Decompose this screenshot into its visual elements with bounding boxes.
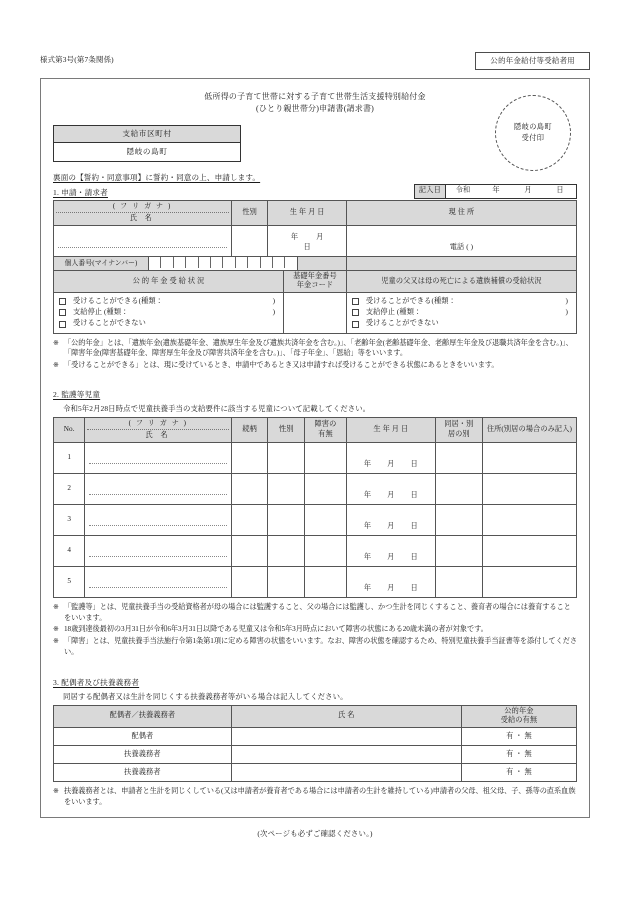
pension-option-left-3-label: 受けることができない [73, 319, 146, 328]
spouse-pension-choice[interactable]: 有 ・ 無 [461, 763, 576, 781]
recipient-type-box: 公的年金給付等受給者用 [475, 52, 590, 70]
child-disability-input[interactable] [305, 504, 347, 535]
child-row-no: 5 [54, 566, 85, 597]
children-relation-header: 続柄 [231, 417, 268, 442]
pension-option-left-1[interactable] [59, 296, 281, 307]
section2-note-2 [53, 624, 577, 635]
child-birthdate-input[interactable] [346, 535, 435, 566]
child-birthdate-input[interactable] [346, 504, 435, 535]
pension-options-row[interactable] [54, 293, 577, 333]
section3-note-1 [53, 786, 577, 808]
section3-instruction: 同居する配偶者又は生計を同じくする扶養義務者等がいる場合は記入してください。 [63, 691, 348, 701]
child-disability-input[interactable] [305, 566, 347, 597]
name-label: 氏 名 [129, 213, 155, 222]
birth-month-label: 月 [316, 233, 324, 242]
basic-pension-number-input[interactable] [284, 293, 347, 333]
checkbox-icon[interactable] [352, 321, 359, 328]
seal-line-1: 隠岐の島町 [514, 123, 552, 132]
entry-date-month[interactable]: 月 [524, 186, 532, 195]
pension-option-right-1-paren: ) [565, 297, 568, 306]
mynumber-digit-boxes[interactable] [149, 257, 297, 268]
note-mark: ※ [53, 602, 59, 611]
table-row[interactable] [54, 504, 577, 535]
child-birthdate-input[interactable] [346, 566, 435, 597]
furigana-label: ( フ リ ガ ナ ) [56, 202, 229, 213]
telephone-label: 電話 ( ) [449, 242, 474, 251]
children-address-header: 住所(別居の場合のみ記入) [482, 417, 576, 442]
child-address-input[interactable] [482, 535, 576, 566]
children-cohabitation-line-2: 居の別 [447, 429, 470, 438]
mynumber-cell[interactable] [54, 256, 347, 270]
entry-date-day[interactable]: 日 [556, 186, 564, 195]
spouse-dependents-table [53, 705, 577, 782]
children-cohabitation-line-1: 同居・別 [444, 420, 474, 429]
basic-pension-number-line-1: 基礎年金番号 [293, 271, 337, 280]
child-year-label: 年 [363, 522, 372, 531]
spouse-name-header: 氏 名 [231, 705, 461, 727]
child-day-label: 日 [410, 491, 418, 500]
note-mark: ※ [53, 786, 59, 795]
pension-option-right-3-label: 受けることができない [365, 319, 439, 328]
note-text: 「公的年金」とは、「遺族年金(遺族基礎年金、遺族厚生年金及び遺族共済年金を含む。)」、「老齢年金(老齢基礎年金、老齢厚生年金及び退職共済年金を含む。)」、「障害年金(障害基礎年金、障害厚生年金及び障害共済年金を含む。)」、「母子年金」、「恩給」等をいいます。 [64, 338, 573, 358]
children-no-header: No. [54, 417, 85, 442]
spouse-pension-choice[interactable]: 有 ・ 無 [461, 745, 576, 763]
spouse-name-input[interactable] [231, 763, 461, 781]
child-month-label: 月 [387, 522, 395, 531]
section2-heading: 2. 監護等児童 [53, 389, 101, 399]
pension-status-table [53, 270, 577, 334]
children-gender-header: 性別 [268, 417, 305, 442]
spouse-pension-line-1: 公的年金 [504, 706, 534, 715]
spouse-header-row [54, 705, 577, 727]
address-header: 現 住 所 [346, 200, 576, 225]
form-frame [40, 78, 590, 818]
children-header-row [54, 417, 577, 442]
table-row[interactable] [54, 442, 577, 473]
page-header [40, 52, 590, 74]
children-table [53, 417, 577, 598]
pension-option-left-2-label: 支給停止 (種類： [73, 308, 129, 317]
children-disability-line-1: 障害の [314, 420, 337, 429]
child-disability-input[interactable] [305, 473, 347, 504]
child-row-no: 3 [54, 504, 85, 535]
pension-option-left-3[interactable] [59, 318, 281, 329]
children-cohabitation-header [435, 417, 482, 442]
gender-header: 性別 [231, 200, 268, 225]
child-cohabitation-input[interactable] [435, 473, 482, 504]
spouse-category-cell: 扶養義務者 [54, 745, 232, 763]
pension-option-left-2[interactable] [59, 307, 281, 318]
section1-note-2 [53, 360, 577, 371]
child-disability-input[interactable] [305, 442, 347, 473]
birth-year-label: 年 [290, 233, 299, 242]
note-mark: ※ [53, 338, 59, 347]
pension-header-row [54, 270, 577, 292]
birth-day-label: 日 [303, 242, 311, 251]
section1-heading: 1. 申請・請求者 [53, 188, 108, 198]
pension-option-right-3[interactable] [352, 318, 574, 329]
child-cohabitation-input[interactable] [435, 566, 482, 597]
section3-heading: 3. 配偶者及び扶養義務者 [53, 677, 140, 687]
child-relation-input[interactable] [231, 473, 268, 504]
child-month-label: 月 [387, 584, 395, 593]
note-text: 「受けることができる」とは、現に受けているとき、申請中であるとき又は申請すれば受けることができる状態にあるときをいいます。 [64, 361, 499, 370]
note-mark: ※ [53, 637, 59, 646]
section3-notes [53, 786, 577, 808]
pledge-statement: 裏面の【誓約・同意事項】に誓約・同意の上、申請します。 [53, 173, 261, 183]
child-cohabitation-input[interactable] [435, 535, 482, 566]
section2-note-1 [53, 602, 577, 624]
public-pension-options[interactable] [54, 293, 284, 333]
reception-seal-circle [495, 95, 571, 171]
pension-option-right-1[interactable] [352, 296, 574, 307]
child-day-label: 日 [410, 553, 418, 562]
child-year-label: 年 [363, 553, 372, 562]
applicant-header-row [54, 200, 577, 225]
spouse-name-input[interactable] [231, 745, 461, 763]
section1-bar [53, 184, 577, 199]
child-relation-input[interactable] [231, 566, 268, 597]
municipality-block [53, 125, 241, 163]
pension-option-right-2-paren: ) [565, 308, 568, 317]
document-title [53, 91, 577, 116]
checkbox-icon[interactable] [352, 298, 359, 305]
child-birthdate-input[interactable] [346, 473, 435, 504]
child-day-label: 日 [410, 584, 418, 593]
pension-option-right-2-label: 支給停止 (種類： [365, 308, 422, 317]
child-year-label: 年 [363, 491, 372, 500]
child-name-input[interactable] [85, 535, 231, 566]
note-mark: ※ [53, 361, 59, 370]
child-gender-input[interactable] [268, 442, 305, 473]
spouse-category-cell: 扶養義務者 [54, 763, 232, 781]
children-name-header [85, 417, 231, 442]
children-name-label: 氏 名 [145, 431, 171, 440]
pension-option-right-2[interactable] [352, 307, 574, 318]
pension-option-left-1-label: 受けることができる(種類： [73, 297, 163, 306]
municipality-label: 支給市区町村 [54, 126, 240, 143]
child-name-input[interactable] [85, 473, 231, 504]
child-name-input[interactable] [85, 566, 231, 597]
checkbox-icon[interactable] [59, 309, 66, 316]
table-row[interactable] [54, 745, 577, 763]
note-text: 扶養義務者とは、申請者と生計を同じくしている(又は申請者が養育者である場合には申請者の生計を維持している)申請者の父母、祖父母、子、孫等の直系血族をいいます。 [64, 786, 576, 806]
table-row[interactable] [54, 727, 577, 745]
applicant-name-input[interactable] [54, 225, 232, 256]
section1-note-1 [53, 338, 577, 360]
document-title-line-1: 低所得の子育て世帯に対する子育て世帯生活支援特別給付金 [204, 92, 426, 101]
table-row[interactable] [54, 473, 577, 504]
entry-date-era: 令和 [455, 186, 471, 195]
birthdate-header: 生 年 月 日 [268, 200, 346, 225]
child-year-label: 年 [363, 584, 372, 593]
applicant-address-input[interactable] [346, 225, 576, 256]
child-name-input[interactable] [85, 504, 231, 535]
mynumber-spacer [346, 256, 576, 270]
form-number: 様式第3号(第7条関係) [40, 55, 114, 64]
child-address-input[interactable] [482, 473, 576, 504]
next-page-note: (次ページも必ずご確認ください。) [257, 829, 373, 838]
applicant-table [53, 200, 577, 271]
checkbox-icon[interactable] [59, 298, 66, 305]
note-mark: ※ [53, 625, 59, 634]
checkbox-icon[interactable] [59, 321, 66, 328]
applicant-birthdate-input[interactable] [268, 225, 346, 256]
child-relation-input[interactable] [231, 535, 268, 566]
applicant-name-header [54, 200, 232, 225]
mynumber-label: 個人番号(マイナンバー) [54, 257, 149, 270]
pension-option-left-2-paren: ) [272, 308, 276, 317]
child-month-label: 月 [387, 491, 395, 500]
municipality-value: 隠岐の島町 [126, 147, 168, 157]
child-gender-input[interactable] [268, 473, 305, 504]
child-address-input[interactable] [482, 442, 576, 473]
child-address-input[interactable] [482, 566, 576, 597]
spouse-category-cell: 配偶者 [54, 727, 232, 745]
section1-notes [53, 338, 577, 371]
basic-pension-number-header [284, 270, 347, 292]
child-relation-input[interactable] [231, 442, 268, 473]
pension-option-right-1-label: 受けることができる(種類： [365, 297, 456, 306]
child-disability-input[interactable] [305, 535, 347, 566]
applicant-gender-input[interactable] [231, 225, 268, 256]
section2-notes [53, 602, 577, 658]
child-gender-input[interactable] [268, 504, 305, 535]
entry-date-year[interactable]: 年 [492, 186, 500, 195]
note-text: 18歳到達後最初の3月31日が令和6年3月31日以降である児童又は令和5年3月時点において障害の状態にある20歳未満の者が対象です。 [64, 625, 488, 634]
child-gender-input[interactable] [268, 566, 305, 597]
table-row[interactable] [54, 763, 577, 781]
document-title-line-2: (ひとり親世帯分)申請書(請求書) [255, 104, 375, 114]
child-day-label: 日 [410, 460, 418, 469]
table-row[interactable] [54, 566, 577, 597]
public-pension-status-header: 公 的 年 金 受 給 状 況 [54, 270, 284, 292]
note-text: 「障害」とは、児童扶養手当法施行令第1条第1項に定める障害の状態をいいます。なお、障害の状態を確認するため、特別児童扶養手当証書等を添付してください。 [64, 637, 577, 657]
spouse-pension-line-2: 受給の有無 [500, 716, 538, 725]
children-birthdate-header: 生 年 月 日 [346, 417, 435, 442]
checkbox-icon[interactable] [352, 309, 359, 316]
children-furigana-label: ( フ リ ガ ナ ) [87, 419, 228, 430]
child-row-no: 1 [54, 442, 85, 473]
child-cohabitation-input[interactable] [435, 442, 482, 473]
children-disability-header [305, 417, 347, 442]
child-row-no: 4 [54, 535, 85, 566]
entry-date-label: 記入日 [415, 185, 446, 198]
mynumber-row[interactable] [54, 256, 577, 270]
entry-date-field[interactable] [414, 184, 577, 199]
child-month-label: 月 [387, 460, 395, 469]
survivor-comp-options[interactable] [346, 293, 576, 333]
child-row-no: 2 [54, 473, 85, 504]
child-address-input[interactable] [482, 504, 576, 535]
applicant-input-row[interactable] [54, 225, 577, 256]
child-day-label: 日 [410, 522, 418, 531]
child-name-input[interactable] [85, 442, 231, 473]
child-birthdate-input[interactable] [346, 442, 435, 473]
spouse-name-input[interactable] [231, 727, 461, 745]
spouse-pension-header [461, 705, 576, 727]
section2-note-3 [53, 636, 577, 658]
child-month-label: 月 [387, 553, 395, 562]
child-cohabitation-input[interactable] [435, 504, 482, 535]
children-disability-line-2: 有無 [318, 429, 333, 438]
spouse-category-header: 配偶者／扶養義務者 [54, 705, 232, 727]
table-row[interactable] [54, 535, 577, 566]
seal-line-2: 受付印 [521, 134, 545, 142]
child-gender-input[interactable] [268, 535, 305, 566]
note-text: 「監護等」とは、児童扶養手当の受給資格者が母の場合には監護すること、父の場合には監護し、かつ生計を同じくすること、養育者の場合には養育することをいいます。 [64, 602, 571, 622]
child-year-label: 年 [363, 460, 372, 469]
section2-instruction: 令和5年2月28日時点で児童扶養手当の支給要件に該当する児童について記載してください。 [63, 403, 371, 413]
spouse-pension-choice[interactable]: 有 ・ 無 [461, 727, 576, 745]
pension-option-left-1-paren: ) [272, 297, 276, 306]
basic-pension-number-line-2: 年金コード [296, 281, 334, 290]
survivor-comp-status-header: 児童の父又は母の死亡による遺族補償の受給状況 [346, 270, 576, 292]
child-relation-input[interactable] [231, 504, 268, 535]
